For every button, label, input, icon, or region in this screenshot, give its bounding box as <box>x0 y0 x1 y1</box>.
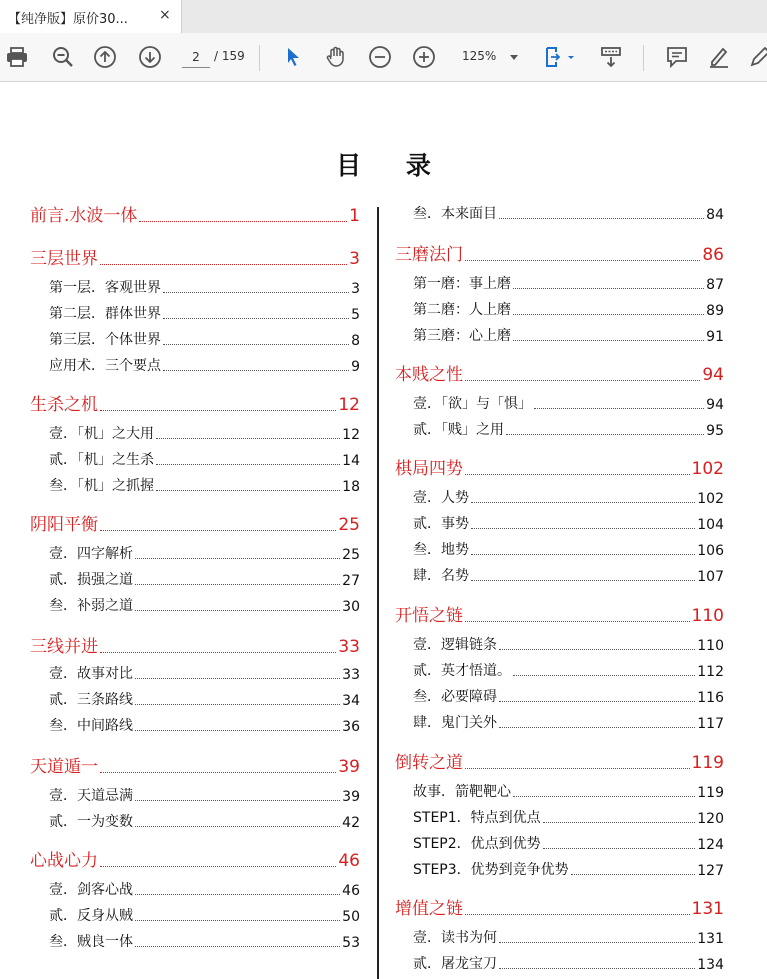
select-cursor-icon[interactable] <box>279 43 307 71</box>
toc-entry-page: 3 <box>349 249 360 269</box>
toc-entry-page: 112 <box>697 664 724 680</box>
toc-dot-leader <box>471 501 695 503</box>
toc-dot-leader <box>465 259 700 261</box>
page-up-icon[interactable] <box>91 43 119 71</box>
toc-entry-title: 生杀之机 <box>30 395 98 415</box>
toc-entry-title: 壹．「机」之大用 <box>49 426 154 442</box>
toc-section-entry[interactable] <box>49 880 360 899</box>
toc-entry-title: 壹．四字解析 <box>49 546 133 562</box>
toc-entry-page: 27 <box>342 573 360 589</box>
toc-entry-page: 102 <box>691 459 724 479</box>
toc-entry-title: STEP2．优点到优势 <box>413 836 541 852</box>
toc-dot-leader <box>571 873 696 875</box>
toc-section-entry[interactable] <box>413 713 724 732</box>
toc-dot-leader <box>471 553 695 555</box>
toc-dot-leader <box>465 473 690 475</box>
toc-dot-leader <box>465 767 690 769</box>
toc-entry-title: 应用术．三个要点 <box>49 358 161 374</box>
toc-dot-leader <box>513 287 704 289</box>
toc-entry-title: 阴阳平衡 <box>30 515 98 535</box>
scroll-mode-icon[interactable] <box>597 43 625 71</box>
toc-entry-title: 第二磨：人上磨 <box>413 302 511 318</box>
toc-section-entry[interactable] <box>49 906 360 925</box>
toc-entry-page: 102 <box>697 491 724 507</box>
toc-section-entry[interactable] <box>49 356 360 375</box>
toc-section-entry[interactable] <box>413 204 724 223</box>
toc-dot-leader <box>465 913 690 915</box>
toc-dot-leader <box>499 700 695 702</box>
toc-entry-title: 肆．鬼门关外 <box>413 715 497 731</box>
zoom-plus-icon[interactable] <box>410 43 438 71</box>
toc-entry-page: 14 <box>342 453 360 469</box>
toc-section-entry[interactable] <box>413 635 724 654</box>
toc-entry-page: 110 <box>697 638 724 654</box>
toc-dot-leader <box>465 620 690 622</box>
toc-section-entry[interactable] <box>49 812 360 831</box>
toc-entry-page: 89 <box>706 303 724 319</box>
toc-entry-title: 第二层．群体世界 <box>49 306 161 322</box>
toc-section-entry[interactable] <box>413 274 724 293</box>
toc-dot-leader <box>506 433 704 435</box>
toc-entry-title: 贰．三条路线 <box>49 692 133 708</box>
toc-entry-title: 第一磨：事上磨 <box>413 276 511 292</box>
toc-dot-leader <box>135 703 340 705</box>
toc-entry-title: 壹．剑客心战 <box>49 882 133 898</box>
toc-entry-page: 39 <box>342 789 360 805</box>
toc-entry-title: 倒转之道 <box>395 753 463 773</box>
toc-dot-leader <box>135 677 340 679</box>
toc-entry-page: 107 <box>697 569 724 585</box>
toc-dot-leader <box>139 220 347 222</box>
toc-chapter-entry[interactable] <box>395 897 724 919</box>
toc-entry-page: 119 <box>697 785 724 801</box>
comment-icon[interactable] <box>663 43 691 71</box>
toc-entry-title: 贰．英才悟道。 <box>413 663 511 679</box>
toc-dot-leader <box>135 557 340 559</box>
toc-dot-leader <box>163 317 349 319</box>
toc-section-entry[interactable] <box>413 661 724 680</box>
toc-entry-page: 124 <box>697 837 724 853</box>
toolbar-separator <box>643 45 644 71</box>
page-total: / 159 <box>214 49 245 63</box>
toc-dot-leader <box>135 825 340 827</box>
toc-entry-title: STEP1．特点到优点 <box>413 810 541 826</box>
toc-dot-leader <box>543 821 696 823</box>
toc-dot-leader <box>163 343 349 345</box>
zoom-out-magnifier-icon[interactable] <box>49 43 77 71</box>
toc-section-entry[interactable] <box>413 808 724 827</box>
toc-entry-title: 三层世界 <box>30 249 98 269</box>
toc-section-entry[interactable] <box>49 570 360 589</box>
toc-chapter-entry[interactable] <box>30 513 360 535</box>
toc-dot-leader <box>163 369 349 371</box>
toc-dot-leader <box>135 945 340 947</box>
toc-entry-title: 叁．补弱之道 <box>49 598 133 614</box>
toc-entry-page: 46 <box>338 851 360 871</box>
toc-entry-page: 12 <box>342 427 360 443</box>
toc-entry-title: 开悟之链 <box>395 606 463 626</box>
toc-section-entry[interactable] <box>413 300 724 319</box>
toc-entry-page: 9 <box>351 359 360 375</box>
toc-entry-page: 25 <box>342 547 360 563</box>
toc-dot-leader <box>156 489 340 491</box>
toc-chapter-entry[interactable] <box>30 247 360 269</box>
toc-dot-leader <box>156 463 340 465</box>
toc-section-entry[interactable] <box>413 566 724 585</box>
toc-entry-page: 42 <box>342 815 360 831</box>
toc-section-entry[interactable] <box>49 278 360 297</box>
toc-entry-page: 91 <box>706 329 724 345</box>
toc-entry-title: 叁．贼良一体 <box>49 934 133 950</box>
toc-entry-title: 第三磨：心上磨 <box>413 328 511 344</box>
tab-title: 【纯净版】原价30... <box>8 12 128 27</box>
toc-section-entry[interactable] <box>49 424 360 443</box>
toc-entry-page: 34 <box>342 693 360 709</box>
toc-dot-leader <box>513 339 704 341</box>
toc-entry-page: 8 <box>351 333 360 349</box>
toc-section-entry[interactable] <box>413 782 724 801</box>
toc-dot-leader <box>100 865 336 867</box>
toc-entry-page: 94 <box>702 365 724 385</box>
toc-entry-page: 131 <box>697 931 724 947</box>
toc-entry-title: 贰．反身从贼 <box>49 908 133 924</box>
toc-section-entry[interactable] <box>49 330 360 349</box>
toc-entry-title: 壹．天道忌满 <box>49 788 133 804</box>
toc-section-entry[interactable] <box>413 540 724 559</box>
toc-dot-leader <box>499 726 695 728</box>
toc-entry-page: 87 <box>706 277 724 293</box>
toc-entry-page: 5 <box>351 307 360 323</box>
toc-dot-leader <box>135 799 340 801</box>
toc-entry-title: 本贱之性 <box>395 365 463 385</box>
toc-dot-leader <box>100 529 336 531</box>
toc-dot-leader <box>100 409 336 411</box>
toc-entry-title: 故事．箭靶靶心 <box>413 784 511 800</box>
toc-entry-title: 三线并进 <box>30 637 98 657</box>
toc-chapter-entry[interactable] <box>395 457 724 479</box>
tab-bar <box>0 0 767 33</box>
document-page <box>0 82 767 979</box>
toc-section-entry[interactable] <box>49 786 360 805</box>
fit-page-icon[interactable] <box>540 43 578 71</box>
toc-dot-leader <box>534 407 704 409</box>
toc-entry-page: 116 <box>697 690 724 706</box>
toc-chapter-entry[interactable] <box>30 393 360 415</box>
toc-section-entry[interactable] <box>413 860 724 879</box>
toc-entry-title: 叁．地势 <box>413 542 469 558</box>
toc-entry-page: 94 <box>706 397 724 413</box>
toc-entry-page: 104 <box>697 517 724 533</box>
toc-entry-title: 叁．必要障碍 <box>413 689 497 705</box>
toc-dot-leader <box>499 941 695 943</box>
toc-entry-page: 25 <box>338 515 360 535</box>
toc-chapter-entry[interactable] <box>30 635 360 657</box>
toc-entry-title: 第三层．个体世界 <box>49 332 161 348</box>
toc-entry-title: 叁．「机」之抓握 <box>49 478 154 494</box>
toc-entry-page: 120 <box>697 811 724 827</box>
toc-dot-leader <box>499 967 695 969</box>
toc-entry-page: 119 <box>691 753 724 773</box>
toc-section-entry[interactable] <box>49 664 360 683</box>
toc-chapter-entry[interactable] <box>30 755 360 777</box>
toc-section-entry[interactable] <box>413 394 724 413</box>
toc-entry-title: 三磨法门 <box>395 245 463 265</box>
toc-chapter-entry[interactable] <box>395 604 724 626</box>
toc-dot-leader <box>100 263 347 265</box>
toc-dot-leader <box>471 527 695 529</box>
toc-entry-page: 33 <box>338 637 360 657</box>
toc-dot-leader <box>499 217 704 219</box>
zoom-minus-icon[interactable] <box>366 43 394 71</box>
toc-section-entry[interactable] <box>413 928 724 947</box>
toc-entry-page: 12 <box>338 395 360 415</box>
toc-section-entry[interactable] <box>49 544 360 563</box>
toc-section-entry[interactable] <box>413 420 724 439</box>
toc-entry-page: 39 <box>338 757 360 777</box>
toc-entry-page: 36 <box>342 719 360 735</box>
toc-entry-title: 壹．读书为何 <box>413 930 497 946</box>
toc-entry-page: 50 <box>342 909 360 925</box>
toc-entry-page: 117 <box>697 716 724 732</box>
toc-dot-leader <box>135 609 340 611</box>
toc-entry-title: 天道遁一 <box>30 757 98 777</box>
toc-entry-page: 127 <box>697 863 724 879</box>
toc-section-entry[interactable] <box>413 514 724 533</box>
page-title: 目 录 <box>336 151 449 180</box>
toc-entry-page: 33 <box>342 667 360 683</box>
toc-chapter-entry[interactable] <box>395 243 724 265</box>
sign-pen-icon[interactable] <box>746 43 767 71</box>
toc-entry-title: 壹．人势 <box>413 490 469 506</box>
print-icon[interactable] <box>3 43 31 71</box>
toc-entry-title: 贰．「贱」之用 <box>413 422 504 438</box>
toc-chapter-entry[interactable] <box>395 751 724 773</box>
toc-section-entry[interactable] <box>49 304 360 323</box>
toc-entry-page: 86 <box>702 245 724 265</box>
toc-entry-page: 46 <box>342 883 360 899</box>
toc-entry-page: 30 <box>342 599 360 615</box>
toc-entry-page: 1 <box>349 206 360 226</box>
toc-entry-page: 131 <box>691 899 724 919</box>
close-icon[interactable]: × <box>159 7 171 23</box>
toc-entry-title: 叁．本来面目 <box>413 206 497 222</box>
toc-chapter-entry[interactable] <box>30 849 360 871</box>
toc-dot-leader <box>465 379 700 381</box>
toc-section-entry[interactable] <box>49 476 360 495</box>
toc-entry-title: 增值之链 <box>395 899 463 919</box>
zoom-select[interactable] <box>454 45 524 69</box>
toc-dot-leader <box>135 893 340 895</box>
toc-entry-page: 84 <box>706 207 724 223</box>
toc-section-entry[interactable] <box>49 596 360 615</box>
page-down-icon[interactable] <box>136 43 164 71</box>
toc-entry-title: 壹．逻辑链条 <box>413 637 497 653</box>
page-number-input[interactable] <box>182 47 210 68</box>
toc-dot-leader <box>135 919 340 921</box>
toc-entry-title: 壹．故事对比 <box>49 666 133 682</box>
toc-dot-leader <box>100 771 336 773</box>
toc-dot-leader <box>513 313 704 315</box>
toc-dot-leader <box>543 847 696 849</box>
toc-section-entry[interactable] <box>413 834 724 853</box>
toc-dot-leader <box>156 437 340 439</box>
toc-dot-leader <box>471 579 695 581</box>
toc-entry-title: 第一层．客观世界 <box>49 280 161 296</box>
toc-entry-title: 贰．损强之道 <box>49 572 133 588</box>
toc-entry-title: 壹．「欲」与「惧」 <box>413 396 532 412</box>
toc-section-entry[interactable] <box>49 690 360 709</box>
toc-section-entry[interactable] <box>413 687 724 706</box>
toc-section-entry[interactable] <box>413 954 724 973</box>
document-tab[interactable] <box>0 0 182 33</box>
toc-dot-leader <box>135 583 340 585</box>
chevron-down-icon <box>510 55 518 60</box>
toc-section-entry[interactable] <box>49 716 360 735</box>
toc-dot-leader <box>513 795 695 797</box>
toc-dot-leader <box>135 729 340 731</box>
toc-section-entry[interactable] <box>413 488 724 507</box>
toc-entry-title: 心战心力 <box>30 851 98 871</box>
hand-tool-icon[interactable] <box>322 43 350 71</box>
toc-dot-leader <box>100 651 336 653</box>
toc-entry-title: 肆．名势 <box>413 568 469 584</box>
toc-section-entry[interactable] <box>413 326 724 345</box>
toc-entry-page: 53 <box>342 935 360 951</box>
toc-entry-title: 叁．中间路线 <box>49 718 133 734</box>
toc-entry-title: 贰．屠龙宝刀 <box>413 956 497 972</box>
toc-dot-leader <box>163 291 349 293</box>
column-divider <box>377 207 379 979</box>
toc-section-entry[interactable] <box>49 932 360 951</box>
toc-entry-page: 18 <box>342 479 360 495</box>
toc-entry-page: 110 <box>691 606 724 626</box>
toc-entry-title: 贰．事势 <box>413 516 469 532</box>
toc-entry-page: 134 <box>697 957 724 973</box>
toc-dot-leader <box>513 674 695 676</box>
toc-entry-title: 棋局四势 <box>395 459 463 479</box>
toc-entry-title: STEP3．优势到竞争优势 <box>413 862 569 878</box>
toc-dot-leader <box>499 648 695 650</box>
toc-section-entry[interactable] <box>49 450 360 469</box>
toc-chapter-entry[interactable] <box>30 204 360 226</box>
toc-chapter-entry[interactable] <box>395 363 724 385</box>
toc-entry-title: 贰．「机」之生杀 <box>49 452 154 468</box>
toc-entry-page: 106 <box>697 543 724 559</box>
toc-entry-title: 前言.水波一体 <box>30 206 138 226</box>
toolbar <box>0 33 767 82</box>
zoom-value: 125% <box>462 49 497 63</box>
toc-entry-page: 3 <box>351 281 360 297</box>
toolbar-separator <box>259 45 260 71</box>
highlight-pen-icon[interactable] <box>705 43 733 71</box>
toc-entry-page: 95 <box>706 423 724 439</box>
toc-entry-title: 贰．一为变数 <box>49 814 133 830</box>
